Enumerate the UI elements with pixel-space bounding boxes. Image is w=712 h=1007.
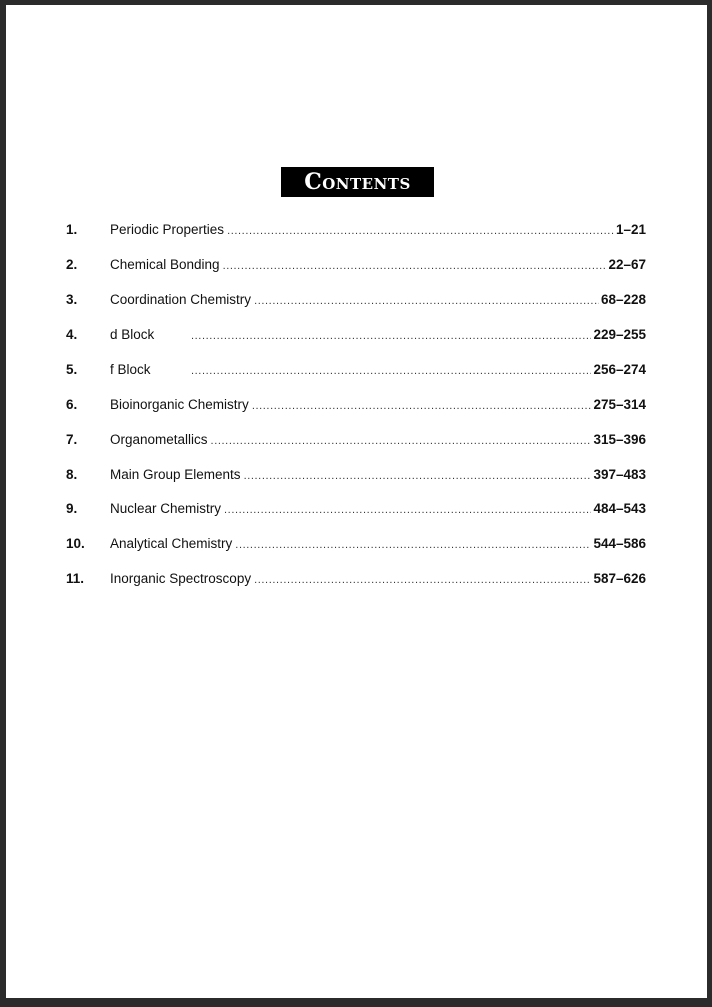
toc-pages: 587–626	[593, 571, 646, 586]
toc-number: 6.	[66, 397, 78, 412]
dot-leader	[254, 574, 591, 586]
dot-leader	[227, 225, 614, 237]
dot-leader	[211, 435, 592, 447]
toc-title: Main Group Elements	[110, 467, 241, 482]
toc-entry[interactable]	[66, 571, 646, 589]
toc-title: Bioinorganic Chemistry	[110, 397, 249, 412]
toc-pages: 68–228	[600, 292, 646, 307]
dot-leader	[254, 295, 599, 307]
contents-heading-text: Contents	[304, 169, 411, 195]
toc-entry[interactable]	[66, 397, 646, 415]
toc-number: 4.	[66, 327, 78, 342]
toc-title: Periodic Properties	[110, 222, 225, 237]
toc-title: d Block	[110, 327, 155, 342]
toc-pages: 275–314	[593, 397, 646, 412]
toc-entry[interactable]	[66, 257, 646, 275]
toc-number: 7.	[66, 432, 78, 447]
dot-leader	[252, 400, 592, 412]
dot-leader	[244, 470, 592, 482]
toc-entry[interactable]	[66, 536, 646, 554]
toc-entry[interactable]	[66, 501, 646, 519]
toc-entry[interactable]	[66, 362, 646, 380]
toc-pages: 256–274	[593, 362, 646, 377]
toc-number: 1.	[66, 222, 78, 237]
toc-pages: 229–255	[593, 327, 646, 342]
toc-pages: 1–21	[615, 222, 646, 237]
toc-pages: 22–67	[608, 257, 646, 272]
toc-title: Inorganic Spectroscopy	[110, 571, 252, 586]
toc-entry[interactable]	[66, 432, 646, 450]
toc-pages: 397–483	[593, 467, 646, 482]
dot-leader	[223, 260, 607, 272]
dot-leader	[224, 504, 591, 516]
dot-leader	[191, 330, 591, 342]
toc-number: 8.	[66, 467, 78, 482]
toc-entry[interactable]	[66, 327, 646, 345]
toc-title: Organometallics	[110, 432, 208, 447]
dot-leader	[235, 539, 591, 551]
toc-number: 11.	[66, 571, 85, 586]
document-page	[6, 5, 707, 998]
toc-number: 9.	[66, 501, 78, 516]
dot-leader	[191, 365, 591, 377]
toc-title: Coordination Chemistry	[110, 292, 252, 307]
toc-pages: 484–543	[593, 501, 646, 516]
toc-number: 3.	[66, 292, 78, 307]
toc-entry[interactable]	[66, 292, 646, 310]
contents-heading	[281, 167, 434, 197]
toc-pages: 544–586	[593, 536, 646, 551]
toc-number: 5.	[66, 362, 78, 377]
toc-number: 2.	[66, 257, 78, 272]
toc-title: Nuclear Chemistry	[110, 501, 222, 516]
toc-entry[interactable]	[66, 222, 646, 240]
toc-pages: 315–396	[593, 432, 646, 447]
toc-title: Analytical Chemistry	[110, 536, 233, 551]
toc-title: Chemical Bonding	[110, 257, 220, 272]
toc-title: f Block	[110, 362, 151, 377]
toc-number: 10.	[66, 536, 85, 551]
toc-entry[interactable]	[66, 467, 646, 485]
